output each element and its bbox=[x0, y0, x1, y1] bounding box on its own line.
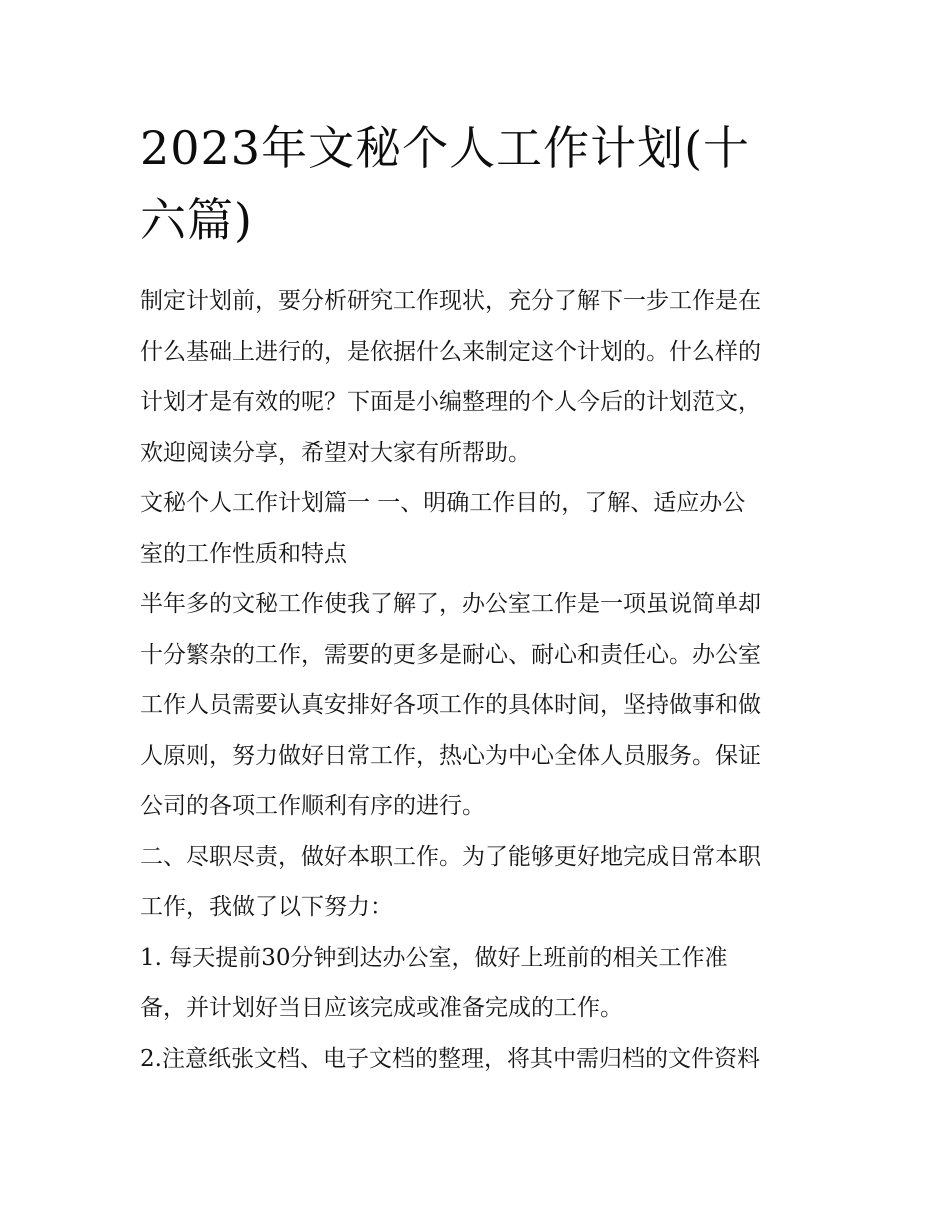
text-line: 室的工作性质和特点 bbox=[140, 540, 347, 567]
body-paragraph bbox=[140, 579, 820, 832]
text-line: 备，并计划好当日应该完成或准备完成的工作。 bbox=[140, 995, 623, 1021]
text-line: 文秘个人工作计划篇一 一、明确工作目的，了解、适应办公 bbox=[140, 490, 746, 516]
text-line: 制定计划前，要分析研究工作现状，充分了解下一步工作是在 bbox=[140, 288, 761, 314]
section-heading-paragraph bbox=[140, 478, 820, 579]
text-line: 2.注意纸张文档、电子文档的整理，将其中需归档的文件资料 bbox=[140, 1045, 760, 1072]
document-body bbox=[140, 276, 820, 1084]
intro-paragraph bbox=[140, 276, 820, 478]
list-item-paragraph bbox=[140, 933, 820, 1034]
text-line: 公司的各项工作顺利有序的进行。 bbox=[140, 793, 485, 819]
document-title bbox=[140, 112, 800, 256]
text-line: 计划才是有效的呢？下面是小编整理的个人今后的计划范文， bbox=[140, 389, 761, 415]
text-line: 半年多的文秘工作使我了解了，办公室工作是一项虽说简单却 bbox=[140, 591, 761, 617]
text-line: 十分繁杂的工作，需要的更多是耐心、耐心和责任心。办公室 bbox=[140, 641, 761, 668]
text-line: 二、尽职尽责，做好本职工作。为了能够更好地完成日常本职 bbox=[140, 843, 761, 870]
text-line: 工作，我做了以下努力： bbox=[140, 894, 393, 920]
title-line: 2023年文秘个人工作计划(十 bbox=[140, 121, 751, 175]
text-line: 欢迎阅读分享，希望对大家有所帮助。 bbox=[140, 439, 531, 466]
section-heading-paragraph bbox=[140, 832, 820, 933]
text-line: 什么基础上进行的，是依据什么来制定这个计划的。什么样的 bbox=[140, 338, 761, 365]
title-line: 六篇) bbox=[140, 193, 253, 247]
text-line: 工作人员需要认真安排好各项工作的具体时间，坚持做事和做 bbox=[140, 692, 761, 718]
text-line: 人原则，努力做好日常工作，热心为中心全体人员服务。保证 bbox=[140, 742, 761, 769]
text-line: 1. 每天提前30分钟到达办公室，做好上班前的相关工作准 bbox=[140, 944, 728, 971]
list-item-paragraph bbox=[140, 1034, 820, 1085]
